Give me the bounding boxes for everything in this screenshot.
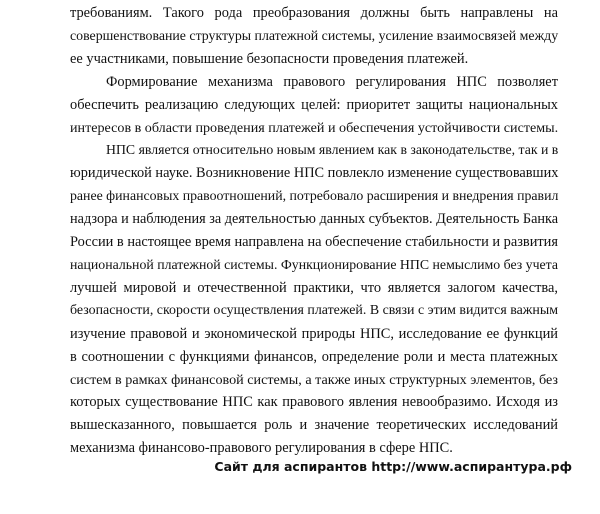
paragraph-2-line-2: обеспечить реализацию следующих целей: приоритет защиты национальных <box>70 96 558 113</box>
paragraph-1 <box>70 2 558 71</box>
paragraph-3 <box>70 139 558 460</box>
document-body <box>70 2 558 460</box>
paragraph-3-line-11: систем в рамках финансовой системы, а также иных структурных элементов, без <box>70 371 558 388</box>
paragraph-1-line-3: ее участниками, повышение безопасности проведения платежей. <box>70 50 469 67</box>
paragraph-3-line-1: НПС является относительно новым явлением как в законодательстве, так и в <box>106 142 559 158</box>
paragraph-3-line-14: механизма финансово-правового регулирования в сфере НПС. <box>70 440 453 457</box>
paragraph-3-line-3: ранее финансовых правоотношений, потребовало расширения и внедрения правил <box>70 188 559 204</box>
paragraph-3-line-9: изучение правовой и экономической природы НПС, исследование ее функций <box>70 325 558 342</box>
paragraph-3-line-10: в соотношении с функциями финансов, определение роли и места платежных <box>70 348 558 365</box>
paragraph-2 <box>70 71 558 140</box>
paragraph-1-line-1: требованиям. Такого рода преобразования должны быть направлены на <box>70 5 558 21</box>
paragraph-3-line-8: безопасности, скорости осуществления платежей. В связи с этим видится важным <box>70 302 558 318</box>
paragraph-3-line-6: национальной платежной системы. Функционирование НПС немыслимо без учета <box>70 256 558 272</box>
paragraph-3-line-13: вышесказанного, повышается роль и значение теоретических исследований <box>70 417 558 434</box>
site-footer-label: Сайт для аспирантов http://www.аспирантура.рф <box>214 459 572 474</box>
paragraph-3-line-5: России в настоящее время направлена на обеспечение стабильности и развития <box>70 234 558 251</box>
paragraph-2-line-1: Формирование механизма правового регулирования НПС позволяет <box>106 73 558 90</box>
paragraph-3-line-2: юридической науке. Возникновение НПС повлекло изменение существовавших <box>70 165 559 182</box>
paragraph-1-line-2: совершенствование структуры платежной системы, усиление взаимосвязей между <box>70 27 559 43</box>
paragraph-3-line-7: лучшей мировой и отечественной практики, что является залогом качества, <box>70 279 558 296</box>
paragraph-3-line-4: надзора и наблюдения за деятельностью данных субъектов. Деятельность Банка <box>70 211 559 228</box>
paragraph-3-line-12: которых существование НПС как правового явления невообразимо. Исходя из <box>70 394 558 411</box>
paragraph-2-line-3: интересов в области проведения платежей и обеспечения устойчивости системы. <box>70 119 559 136</box>
